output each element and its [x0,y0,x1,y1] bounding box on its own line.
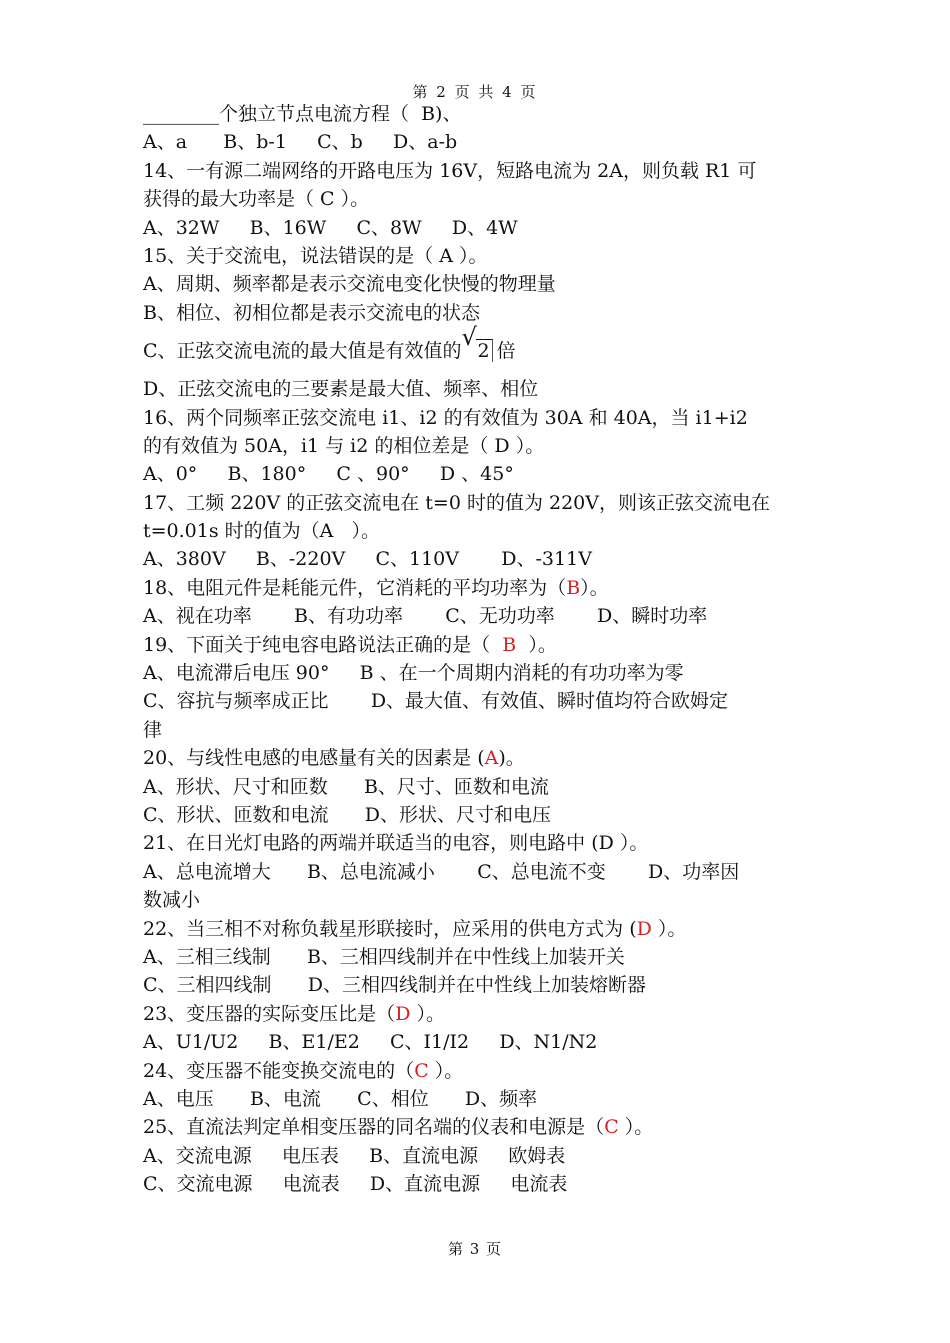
text-segment: 24、变压器不能变换交流电的（ [143,1059,415,1082]
text-line [143,1113,813,1141]
text-line: 16、两个同频率正弦交流电 i1、i2 的有效值为 30A 和 40A，当 i1+i2 [143,406,748,429]
text-line: 的有效值为 50A，i1 与 i2 的相位差是（ D ）。 [143,434,545,457]
text-segment: ）。 [516,633,557,656]
text-line: A、形状、尺寸和匝数 B、尺寸、匝数和电流 [143,775,549,798]
answer-mark: B [566,576,581,599]
text-line: A、周期、频率都是表示交流电变化快慢的物理量 [143,273,556,296]
text-segment: C、正弦交流电流的最大值是有效值的 [143,340,462,363]
page-header: 第 2 页 共 4 页 [412,83,538,101]
question-content [143,100,813,1198]
text-line: A、a B、b-1 C、b D、a-b [143,131,458,154]
answer-mark: C [414,1059,429,1082]
text-line: A、U1/U2 B、E1/E2 C、I1/I2 D、N1/N2 [143,1031,598,1054]
text-line [143,1000,813,1028]
text-segment: 23、变压器的实际变压比是（ [143,1002,396,1025]
text-line: A、视在功率 B、有功功率 C、无功功率 D、瞬时功率 [143,605,708,628]
text-segment: 25、直流法判定单相变压器的同名端的仪表和电源是（ [143,1116,605,1139]
text-line-with-formula [143,323,813,375]
text-line: A、380V B、-220V C、110V D、-311V [143,548,592,571]
text-line [143,1057,813,1085]
text-line [143,744,813,772]
text-segment: ）。 [618,1116,654,1139]
text-line [143,915,813,943]
text-line: A、总电流增大 B、总电流减小 C、总电流不变 D、功率因 [143,860,740,883]
text-segment: 22、当三相不对称负载星形联接时，应采用的供电方式为 ( [143,917,637,940]
text-segment: 倍 [496,340,516,363]
text-line: D、正弦交流电的三要素是最大值、频率、相位 [143,378,539,401]
text-line: A、电流滞后电压 90° B 、在一个周期内消耗的有功功率为零 [143,662,684,685]
text-line: 14、一有源二端网络的开路电压为 16V，短路电流为 2A，则负载 R1 可 [143,159,757,182]
text-line: C、交流电源 电流表 D、直流电源 电流表 [143,1173,568,1196]
text-segment: )。 [498,747,525,770]
answer-mark: D [395,1002,411,1025]
text-line: B、相位、初相位都是表示交流电的状态 [143,301,480,324]
text-line: 律 [143,718,163,741]
sqrt-formula [461,323,497,375]
text-line: 21、在日光灯电路的两端并联适当的电容，则电路中 (D ）。 [143,832,649,855]
radicand: 2 [476,339,493,362]
text-line: A、交流电源 电压表 B、直流电源 欧姆表 [143,1144,566,1167]
answer-mark: B [502,633,517,656]
text-segment: 20、与线性电感的电感量有关的因素是 ( [143,747,485,770]
text-line: A、三相三线制 B、三相四线制并在中性线上加装开关 [143,945,625,968]
text-line: A、32W B、16W C、8W D、4W [143,216,518,239]
text-segment: ）。 [580,576,609,599]
text-segment: 19、下面关于纯电容电路说法正确的是（ [143,633,503,656]
text-line: 17、工频 220V 的正弦交流电在 t=0 时的值为 220V，则该正弦交流电在 [143,491,770,514]
text-segment: ）。 [410,1002,445,1025]
text-segment: 18、电阻元件是耗能元件，它消耗的平均功率为（ [143,576,567,599]
text-line: A、电压 B、电流 C、相位 D、频率 [143,1087,538,1110]
text-line: 获得的最大功率是（ C ）。 [143,188,370,211]
answer-mark: A [484,747,499,770]
text-line [143,574,813,602]
text-line: C、三相四线制 D、三相四线制并在中性线上加装熔断器 [143,974,647,997]
text-line: C、形状、匝数和电流 D、形状、尺寸和电压 [143,803,552,826]
text-line: t=0.01s 时的值为（A ）。 [143,520,380,543]
text-segment: ）。 [651,917,687,940]
text-line: ________个独立节点电流方程（ B)、 [143,103,462,125]
page-footer: 第 3 页 [447,1240,503,1258]
text-segment: ）。 [428,1059,464,1082]
text-line [143,631,813,659]
radical-sign: √ [461,323,477,352]
text-line: 数减小 [143,889,201,912]
text-line: 15、关于交流电，说法错误的是（ A ）。 [143,244,488,267]
text-line: C、容抗与频率成正比 D、最大值、有效值、瞬时值均符合欧姆定 [143,690,729,713]
answer-mark: C [604,1116,619,1139]
text-line: A、0° B、180° C 、90° D 、45° [143,463,514,486]
answer-mark: D [636,917,652,940]
